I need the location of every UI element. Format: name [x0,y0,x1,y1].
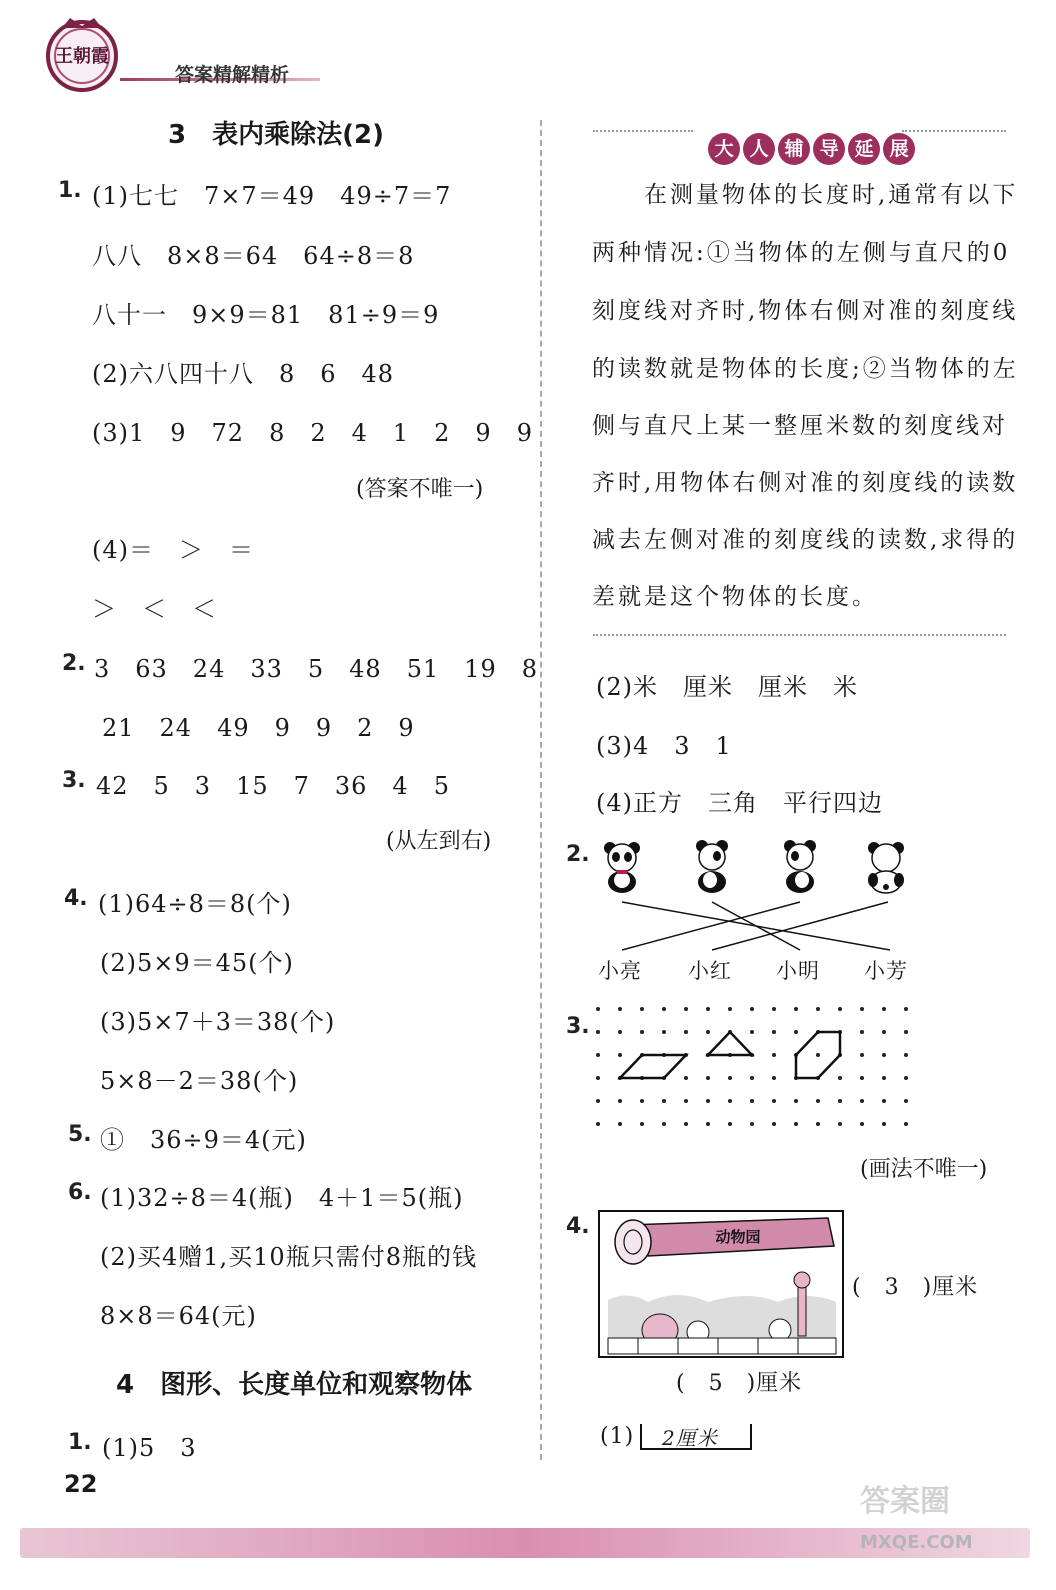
grid-dot [706,1030,710,1034]
panda-other-side-icon [780,840,820,894]
grid-dot [816,1007,820,1011]
q1-line-5: (3)1 9 72 8 2 4 1 2 9 9 [92,419,533,447]
grid-dot [662,1099,666,1103]
grid-dot [860,1099,864,1103]
brand-logo [40,14,124,94]
name-xiaoliang: 小亮 [598,959,642,983]
grid-dot [772,1076,776,1080]
grid-dot [750,1099,754,1103]
zoo-height-answer: ( 3 )厘米 [852,1275,979,1300]
grid-dot [816,1099,820,1103]
grid-dot [662,1122,666,1126]
grid-dot [882,1030,886,1034]
q1-line-8: ＞ ＜ ＜ [92,595,217,623]
q1-number: 1. [58,178,82,203]
column-divider [540,120,542,1460]
r-q2-number: 2. [566,842,590,867]
q1-line-7: (4)＝ ＞ ＝ [92,536,254,564]
grid-dot [794,1007,798,1011]
grid-dot [904,1053,908,1057]
r-q1-line-3: (3)4 3 1 [596,732,732,760]
grid-dot [706,1122,710,1126]
q5-number: 5. [68,1122,92,1147]
r-q1-line-2: (2)米 厘米 厘米 米 [596,673,858,701]
grid-dot [618,1007,622,1011]
grid-dot [706,1007,710,1011]
grid-dot [640,1122,644,1126]
q6-line-3: 8×8＝64(元) [100,1302,257,1330]
tip-badge: 展 [883,133,915,165]
grid-dot [596,1122,600,1126]
grid-dot [794,1030,798,1034]
grid-dot [618,1030,622,1034]
grid-dot [596,1030,600,1034]
grid-dot [882,1076,886,1080]
q5-line: ① 36÷9＝4(元) [100,1126,307,1154]
panda-side-icon [692,840,732,894]
q2-line-1: 3 63 24 33 5 48 51 19 8 [94,655,539,683]
grid-dot [838,1007,842,1011]
grid-dot [684,1030,688,1034]
grid-dot [838,1099,842,1103]
grid-dot [728,1007,732,1011]
grid-dot [882,1007,886,1011]
r-q3-note: (画法不唯一) [860,1157,988,1182]
q4-line-4: 5×8－2＝38(个) [100,1067,299,1095]
r-q1-line-4: (4)正方 三角 平行四边 [596,789,883,817]
page-number: 22 [64,1470,98,1498]
s4-q1-line: (1)5 3 [102,1434,197,1462]
grid-dot [684,1122,688,1126]
q4-line-3: (3)5×7＋3＝38(个) [100,1008,336,1036]
grid-dot [772,1122,776,1126]
tip-border-top-right [902,130,1006,132]
grid-dot [750,1030,754,1034]
grid-dot [882,1099,886,1103]
grid-dot [662,1030,666,1034]
q2-number: 2. [62,651,86,676]
grid-dot [728,1076,732,1080]
watermark-url: MXQE.COM [860,1532,973,1553]
grid-dot [882,1122,886,1126]
tip-line-3: 刻度线对齐时,物体右侧对准的刻度线 [592,298,1019,324]
grid-dot [684,1099,688,1103]
tip-line-2: 两种情况:①当物体的左侧与直尺的0 [592,240,1011,266]
section4-title: 4 图形、长度单位和观察物体 [116,1370,473,1400]
grid-dot [772,1099,776,1103]
tip-badge: 辅 [778,133,810,165]
q4-number: 4. [64,886,88,911]
grid-dot [596,1076,600,1080]
r-q3-number: 3. [566,1014,590,1039]
grid-dot [728,1099,732,1103]
grid-dot [860,1030,864,1034]
tip-line-7: 减去左侧对准的刻度线的读数,求得的 [592,527,1019,553]
grid-dot [860,1076,864,1080]
q6-number: 6. [68,1180,92,1205]
dot-grid [592,1005,942,1130]
name-xiaoming: 小明 [776,959,820,983]
grid-dot [750,1122,754,1126]
grid-dot [618,1099,622,1103]
grid-dot [772,1030,776,1034]
q6-line-1: (1)32÷8＝4(瓶) 4＋1＝5(瓶) [100,1184,464,1212]
grid-dot [750,1076,754,1080]
s4-q1-number: 1. [68,1430,92,1455]
grid-dot [816,1122,820,1126]
grid-dot [904,1099,908,1103]
tip-badge: 导 [813,133,845,165]
tip-line-8: 差就是这个物体的长度。 [592,584,878,610]
grid-dot [750,1007,754,1011]
watermark: 答案圈 [860,1484,950,1519]
q3-line-1: 42 5 3 15 7 36 4 5 [96,772,450,800]
svg-text:动物园: 动物园 [715,1228,761,1246]
q2-line-2: 21 24 49 9 9 2 9 [102,714,415,742]
panda-front-icon [602,840,642,894]
grid-dot [772,1053,776,1057]
grid-dot [618,1053,622,1057]
grid-dot [596,1053,600,1057]
tip-badge: 人 [743,133,775,165]
matching-lines [600,896,910,956]
grid-dot [662,1007,666,1011]
tip-banner [698,114,918,165]
q1-line-3: 八十一 9×9＝81 81÷9＝9 [92,301,440,329]
tip-border-bottom [593,634,1006,636]
panda-back-icon [866,840,906,894]
grid-dot [904,1030,908,1034]
tip-badge: 大 [708,133,740,165]
grid-dot [904,1007,908,1011]
tip-badge: 延 [848,133,880,165]
grid-dot [640,1030,644,1034]
grid-dot [640,1007,644,1011]
grid-dot [860,1122,864,1126]
svg-text:王朝霞: 王朝霞 [55,46,109,67]
tip-line-1: 在测量物体的长度时,通常有以下 [592,182,1019,208]
q3-number: 3. [62,768,86,793]
grid-dot [684,1076,688,1080]
section3-title: 3 表内乘除法(2) [168,120,384,150]
grid-dot [904,1076,908,1080]
q4-line-2: (2)5×9＝45(个) [100,949,294,977]
grid-dot [838,1122,842,1126]
header-title: 答案精解精析 [175,64,290,86]
grid-dot [816,1053,820,1057]
q1-line-4: (2)六八四十八 8 6 48 [92,360,395,388]
tip-line-4: 的读数就是物体的长度;②当物体的左 [592,356,1019,382]
tip-line-6: 齐时,用物体右侧对准的刻度线的读数 [592,470,1019,496]
name-xiaofang: 小芳 [864,959,908,983]
q4-line-1: (1)64÷8＝8(个) [98,890,292,918]
r-q4-last-value: 2厘米 [662,1426,718,1450]
zoo-width-answer: ( 5 )厘米 [676,1371,803,1396]
grid-dot [728,1122,732,1126]
grid-dot [596,1007,600,1011]
q1-line-1: (1)七七 7×7＝49 49÷7＝7 [92,182,452,210]
grid-dot [640,1099,644,1103]
r-q4-number: 4. [566,1214,590,1239]
grid-dot [860,1007,864,1011]
q1-note: (答案不唯一) [356,477,484,502]
q6-line-2: (2)买4赠1,买10瓶只需付8瓶的钱 [100,1243,477,1271]
grid-dot [882,1053,886,1057]
q1-line-2: 八八 8×8＝64 64÷8＝8 [92,242,415,270]
grid-dot [794,1122,798,1126]
grid-dot [706,1076,710,1080]
grid-dot [794,1099,798,1103]
zoo-gate-picture [598,1210,844,1358]
grid-dot [772,1007,776,1011]
grid-dot [596,1099,600,1103]
grid-dot [618,1122,622,1126]
name-xiaohong: 小红 [688,959,732,983]
tip-border-top-left [593,130,693,132]
r-q4-last-label: (1) [600,1424,635,1449]
tip-line-5: 侧与直尺上某一整厘米数的刻度线对 [592,413,1008,439]
grid-dot [860,1053,864,1057]
grid-dot [838,1076,842,1080]
grid-dot [904,1122,908,1126]
grid-dot [706,1099,710,1103]
q3-note: (从左到右) [386,829,492,854]
grid-dot [684,1007,688,1011]
